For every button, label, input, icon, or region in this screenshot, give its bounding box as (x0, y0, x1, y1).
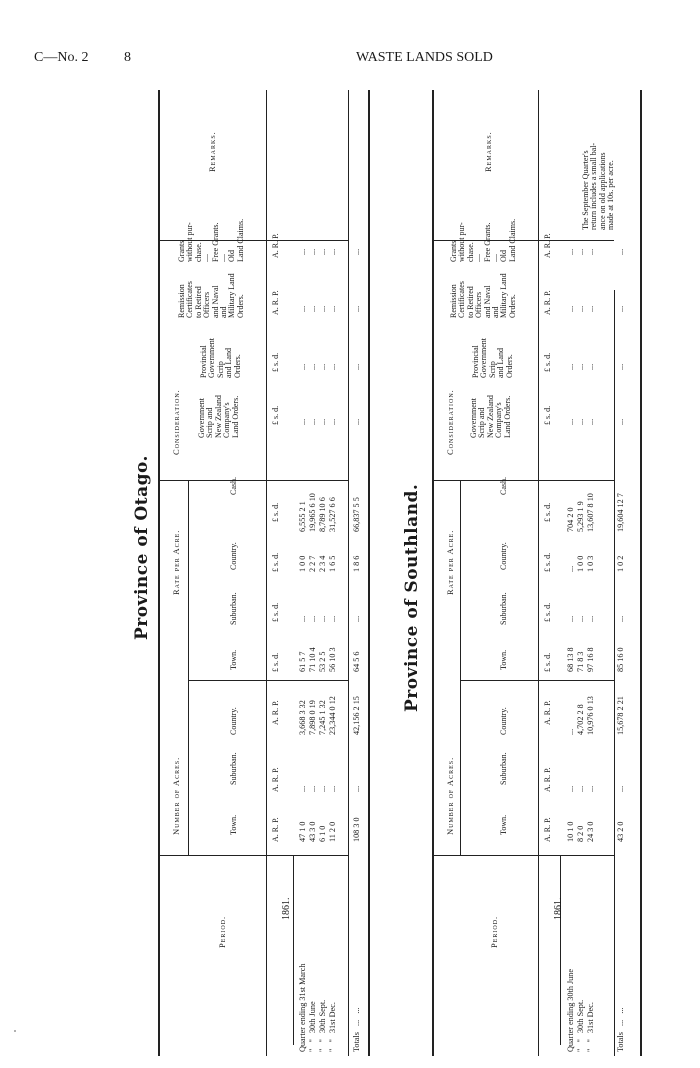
otago-col-sep-period (160, 855, 348, 856)
southland-row-1-rem: ... (566, 305, 575, 312)
southland-divider-header (538, 90, 539, 1056)
otago-units-gov: £ s. d. (271, 405, 280, 425)
otago-row-4-country-rate: 1 6 5 (328, 555, 337, 572)
otago-row-4-prov: ... (328, 363, 337, 370)
otago-row-3-cash: 8,789 10 6 (318, 497, 327, 532)
otago-row-2-suburban: ... (308, 785, 317, 792)
otago-row-1-suburban-rate: ... (298, 615, 307, 622)
southland-totals-town: 43 2 0 (616, 821, 625, 842)
header-title: WASTE LANDS SOLD (356, 50, 493, 65)
southland-totals-town-rate: 85 16 0 (616, 647, 625, 672)
southland-units-suburban-rate: £ s. d. (543, 602, 552, 622)
otago-row-3-gov: ... (318, 418, 327, 425)
otago-period-header: Period. (217, 915, 227, 948)
southland-units-prov: £ s. d. (543, 352, 552, 372)
otago-remission-header: Remission Certificates to Retired Officers and Naval and Military Land Orders. (177, 273, 245, 318)
otago-prov-scrip-header: Provincial Government Scrip and Land Orders. (199, 338, 242, 378)
otago-country-header: Country. (229, 707, 238, 735)
otago-units-town: A. R. P. (271, 817, 280, 842)
otago-suburban-rate-header: Suburban. (229, 592, 238, 625)
otago-frame-left (158, 90, 160, 1056)
southland-row-1-town: 10 1 0 (566, 821, 575, 842)
southland-consideration-header: Consideration. (445, 389, 455, 455)
southland-col-sep-period (434, 855, 614, 856)
southland-row-3-grants: ... (586, 248, 595, 255)
otago-row-1-grants: ... (298, 248, 307, 255)
southland-row-3-country-rate: 1 0 3 (586, 555, 595, 572)
southland-frame-right (640, 90, 642, 1056)
southland-rate-header: Rate per Acre. (445, 529, 455, 595)
otago-grants-header: Grants without pur- chase. — Free Grants. — Old Land Claims. (177, 218, 245, 262)
otago-totals-label: Totals ... ... (352, 1007, 361, 1052)
southland-gov-scrip-header: Government Scrip and New Zealand Company's Land Orders. (469, 395, 512, 438)
southland-totals-label: Totals ... ... (616, 1007, 625, 1052)
otago-row-3-grants: ... (318, 248, 327, 255)
southland-period-header: Period. (489, 915, 499, 948)
otago-consideration-header: Consideration. (171, 389, 181, 455)
southland-units-country-rate: £ s. d. (543, 552, 552, 572)
southland-row-1-grants: ... (566, 248, 575, 255)
southland-row-2-suburban-rate: ... (576, 615, 585, 622)
southland-row-1-cash: 704 2 0 (566, 507, 575, 532)
southland-units-town-rate: £ s. d. (543, 652, 552, 672)
otago-row-2-grants: ... (308, 248, 317, 255)
southland-row-1-period: Quarter ending 30th June (566, 969, 575, 1052)
otago-row-1-prov: ... (298, 363, 307, 370)
southland-row-1-suburban-rate: ... (566, 615, 575, 622)
otago-totals-suburban-rate: ... (352, 615, 361, 622)
southland-remarks-header: Remarks. (483, 131, 493, 172)
otago-row-4-rem: ... (328, 305, 337, 312)
southland-totals-country: 15,678 2 21 (616, 696, 625, 735)
otago-row-4-grants: ... (328, 248, 337, 255)
southland-row-3-rem: ... (586, 305, 595, 312)
southland-divider-totals (614, 290, 615, 1056)
otago-units-prov: £ s. d. (271, 352, 280, 372)
otago-row-4-suburban: ... (328, 785, 337, 792)
otago-town-rate-header: Town. (229, 649, 238, 670)
southland-subheader-line (460, 480, 461, 855)
southland-units-suburban: A. R. P. (543, 767, 552, 792)
otago-row-1-rem: ... (298, 305, 307, 312)
southland-row-1-country: ... (566, 728, 575, 735)
otago-row-1-suburban: ... (298, 785, 307, 792)
otago-totals-gov: ... (352, 418, 361, 425)
southland-acres-header: Number of Acres. (445, 756, 455, 835)
otago-units-town-rate: £ s. d. (271, 652, 280, 672)
southland-year: 1861. (553, 897, 564, 920)
otago-country-rate-header: Country. (229, 542, 238, 570)
otago-row-3-prov: ... (318, 363, 327, 370)
southland-row-3-prov: ... (586, 363, 595, 370)
otago-row-4-period: " " 31st Dec. (328, 1002, 337, 1052)
otago-divider-header (266, 90, 267, 1056)
southland-prov-scrip-header: Provincial Government Scrip and Land Orders. (471, 338, 514, 378)
southland-title: Province of Southland. (402, 483, 422, 712)
otago-totals-rem: ... (352, 305, 361, 312)
otago-frame-right (368, 90, 370, 1056)
otago-row-1-town-rate: 61 5 7 (298, 651, 307, 672)
southland-row-1-prov: ... (566, 363, 575, 370)
otago-row-2-country-rate: 2 2 7 (308, 555, 317, 572)
otago-col-sep-rate (160, 480, 348, 481)
southland-units-gov: £ s. d. (543, 405, 552, 425)
otago-totals-prov: ... (352, 363, 361, 370)
otago-totals-cash: 66,837 5 5 (352, 497, 361, 532)
southland-totals-country-rate: 1 0 2 (616, 555, 625, 572)
southland-remarks: The September Quarter's return includes a small bal- ance on old applications made at 10s. per acre. (581, 142, 616, 230)
otago-suburban-header: Suburban. (229, 752, 238, 785)
otago-row-2-town: 43 3 0 (308, 821, 317, 842)
otago-row-1-gov: ... (298, 418, 307, 425)
otago-totals-grants: ... (352, 248, 361, 255)
southland-units-country: A. R. P. (543, 700, 552, 725)
southland-row-2-period: " " 30th Sept. (576, 999, 585, 1052)
otago-totals-town-rate: 64 5 6 (352, 651, 361, 672)
southland-totals-suburban: ... (616, 785, 625, 792)
otago-title: Province of Otago. (132, 455, 152, 640)
otago-row-1-period: Quarter ending 31st March (298, 963, 307, 1052)
southland-row-2-town-rate: 71 8 3 (576, 651, 585, 672)
southland-row-3-cash: 13,607 8 10 (586, 493, 595, 532)
otago-row-2-prov: ... (308, 363, 317, 370)
otago-subheader-line (188, 480, 189, 855)
otago-row-3-period: " " 30th Sept. (318, 999, 327, 1052)
otago-row-2-cash: 19,965 6 10 (308, 493, 317, 532)
southland-row-2-prov: ... (576, 363, 585, 370)
southland-row-3-town-rate: 97 16 8 (586, 647, 595, 672)
southland-row-2-grants: ... (576, 248, 585, 255)
southland-country-rate-header: Country. (499, 542, 508, 570)
otago-totals-country-rate: 1 8 6 (352, 555, 361, 572)
southland-row-3-country: 10,976 0 13 (586, 696, 595, 735)
southland-row-3-gov: ... (586, 418, 595, 425)
southland-row-1-town-rate: 68 13 8 (566, 647, 575, 672)
otago-divider-year (293, 855, 294, 1045)
otago-cash-header: Cash. (229, 477, 238, 495)
otago-row-3-suburban: ... (318, 785, 327, 792)
otago-town-header: Town. (229, 814, 238, 835)
southland-row-3-period: " " 31st Dec. (586, 1002, 595, 1052)
otago-units-rem: A. R. P. (271, 290, 280, 315)
otago-totals-country: 42,156 2 15 (352, 696, 361, 735)
southland-col-sep-acres (460, 680, 614, 681)
southland-units-cash: £ s. d. (543, 502, 552, 522)
otago-row-2-period: " " 30th June (308, 1001, 317, 1052)
southland-row-2-country: 4,702 2 8 (576, 704, 585, 735)
southland-totals-suburban-rate: ... (616, 615, 625, 622)
southland-row-2-suburban: ... (576, 785, 585, 792)
otago-units-country-rate: £ s. d. (271, 552, 280, 572)
otago-row-3-country-rate: 2 3 4 (318, 555, 327, 572)
southland-town-rate-header: Town. (499, 649, 508, 670)
otago-row-3-town: 6 1 0 (318, 825, 327, 842)
southland-totals-gov: ... (616, 418, 625, 425)
southland-units-grants: A. R. P. (543, 233, 552, 258)
southland-country-header: Country. (499, 707, 508, 735)
otago-row-2-gov: ... (308, 418, 317, 425)
otago-row-4-town: 11 2 0 (328, 821, 337, 842)
otago-units-suburban: A. R. P. (271, 767, 280, 792)
page-number: 8 (124, 50, 131, 65)
otago-row-1-country-rate: 1 0 0 (298, 555, 307, 572)
southland-units-rem: A. R. P. (543, 290, 552, 315)
otago-row-1-town: 47 1 0 (298, 821, 307, 842)
otago-row-4-town-rate: 56 10 3 (328, 647, 337, 672)
southland-totals-grants: ... (616, 248, 625, 255)
otago-row-4-suburban-rate: ... (328, 615, 337, 622)
otago-row-2-country: 7,898 0 19 (308, 700, 317, 735)
southland-row-2-town: 8 2 0 (576, 825, 585, 842)
otago-totals-suburban: ... (352, 785, 361, 792)
southland-totals-rem: ... (616, 305, 625, 312)
southland-frame-left (432, 90, 434, 1056)
otago-row-3-town-rate: 53 2 5 (318, 651, 327, 672)
otago-units-country: A. R. P. (271, 700, 280, 725)
otago-units-cash: £ s. d. (271, 502, 280, 522)
otago-row-4-country: 23,344 0 12 (328, 696, 337, 735)
southland-units-town: A. R. P. (543, 817, 552, 842)
otago-row-2-town-rate: 71 10 4 (308, 647, 317, 672)
otago-row-3-country: 7,245 1 32 (318, 700, 327, 735)
southland-row-1-suburban: ... (566, 785, 575, 792)
southland-totals-cash: 19,604 12 7 (616, 493, 625, 532)
otago-rate-header: Rate per Acre. (171, 529, 181, 595)
southland-row-3-suburban-rate: ... (586, 615, 595, 622)
otago-units-grants: A. R. P. (271, 233, 280, 258)
otago-divider-totals (348, 90, 349, 1056)
southland-row-2-cash: 5,293 1 9 (576, 501, 585, 532)
southland-totals-prov: ... (616, 363, 625, 370)
otago-row-3-rem: ... (318, 305, 327, 312)
otago-row-3-suburban-rate: ... (318, 615, 327, 622)
southland-town-header: Town. (499, 814, 508, 835)
southland-suburban-rate-header: Suburban. (499, 592, 508, 625)
otago-row-4-gov: ... (328, 418, 337, 425)
southland-cash-header: Cash. (499, 477, 508, 495)
otago-row-2-suburban-rate: ... (308, 615, 317, 622)
southland-row-1-country-rate: ... (566, 565, 575, 572)
otago-col-sep-acres (188, 680, 348, 681)
southland-remission-header: Remission Certificates to Retired Officers and Naval and Military Land Orders. (449, 273, 517, 318)
header-left: C—No. 2 (34, 50, 89, 65)
southland-row-2-gov: ... (576, 418, 585, 425)
print-mark (14, 1030, 16, 1032)
southland-col-sep-rate (434, 480, 614, 481)
otago-remarks-header: Remarks. (207, 131, 217, 172)
southland-row-1-gov: ... (566, 418, 575, 425)
otago-row-4-cash: 31,527 6 6 (328, 497, 337, 532)
southland-divider-year (560, 855, 561, 1045)
otago-row-1-cash: 6,555 2 1 (298, 501, 307, 532)
otago-acres-header: Number of Acres. (171, 756, 181, 835)
southland-row-2-country-rate: 1 0 0 (576, 555, 585, 572)
southland-row-2-rem: ... (576, 305, 585, 312)
otago-units-suburban-rate: £ s. d. (271, 602, 280, 622)
southland-grants-header: Grants without pur- chase. — Free Grants. — Old Land Claims. (449, 218, 517, 262)
otago-year: 1861. (281, 897, 292, 920)
otago-row-1-country: 3,668 3 32 (298, 700, 307, 735)
otago-totals-town: 108 3 0 (352, 817, 361, 842)
southland-row-3-town: 24 3 0 (586, 821, 595, 842)
otago-gov-scrip-header: Government Scrip and New Zealand Company's Land Orders. (197, 395, 240, 438)
southland-row-3-suburban: ... (586, 785, 595, 792)
southland-suburban-header: Suburban. (499, 752, 508, 785)
otago-row-2-rem: ... (308, 305, 317, 312)
